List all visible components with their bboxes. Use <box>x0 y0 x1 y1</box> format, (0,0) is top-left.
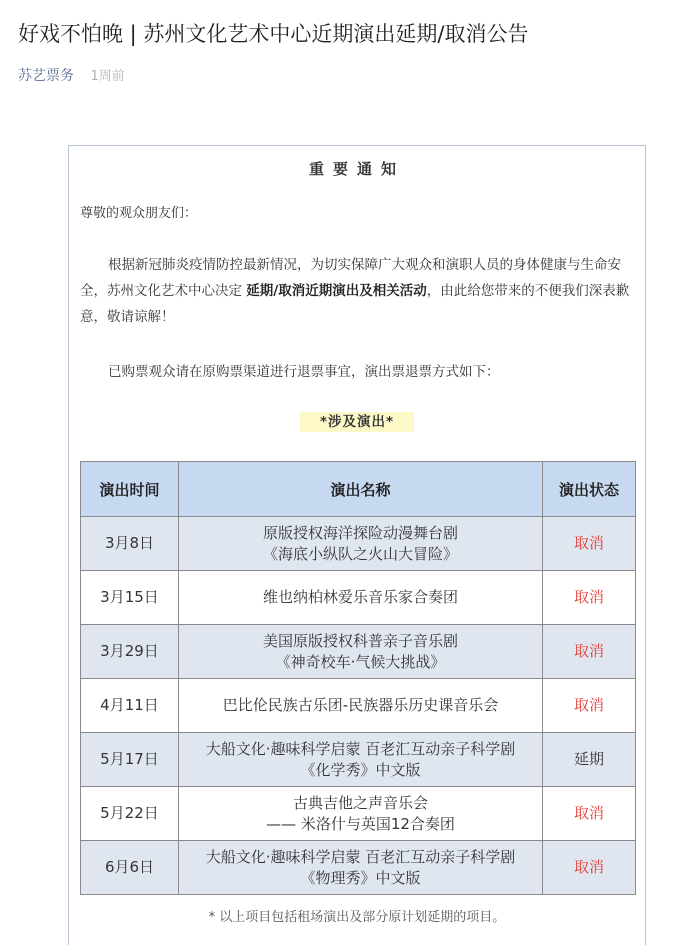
table-row <box>81 841 636 895</box>
paragraph-bold: 延期/取消近期演出及相关活动 <box>246 283 427 299</box>
show-name <box>179 625 543 679</box>
refund-instruction: 已购票观众请在原购票渠道进行退票事宜，演出票退票方式如下： <box>108 364 500 380</box>
show-name-line2: 《化学秀》中文版 <box>300 760 421 779</box>
table-row <box>81 679 636 733</box>
notice-paragraph <box>80 252 636 330</box>
show-name <box>179 517 543 571</box>
header-name: 演出名称 <box>179 462 543 517</box>
show-name-line2: —— 米洛什与英国12合奏团 <box>266 814 455 833</box>
show-status: 取消 <box>543 679 636 733</box>
show-name-line1: 大船文化·趣味科学启蒙 百老汇互动亲子科学剧 <box>205 739 516 758</box>
show-date: 3月29日 <box>81 625 179 679</box>
notice-title: 重要通知 <box>308 160 405 178</box>
show-status: 取消 <box>543 625 636 679</box>
show-name <box>179 841 543 895</box>
show-name-line2: 《神奇校车·气候大挑战》 <box>275 652 446 671</box>
show-status: 取消 <box>543 571 636 625</box>
table-row <box>81 517 636 571</box>
table-header-row <box>81 462 636 517</box>
article-title: 好戏不怕晚 | 苏州文化艺术中心近期演出延期/取消公告 <box>18 22 529 46</box>
show-date: 5月17日 <box>81 733 179 787</box>
show-name <box>179 571 543 625</box>
shows-table <box>80 461 636 895</box>
show-date: 5月22日 <box>81 787 179 841</box>
show-date: 3月15日 <box>81 571 179 625</box>
show-status: 延期 <box>543 733 636 787</box>
show-name-line1: 大船文化·趣味科学启蒙 百老汇互动亲子科学剧 <box>205 847 516 866</box>
show-name <box>179 733 543 787</box>
show-name-line1: 美国原版授权科普亲子音乐剧 <box>262 631 458 650</box>
header-status: 演出状态 <box>543 462 636 517</box>
article-meta <box>18 66 125 87</box>
show-name-line1: 古典吉他之声音乐会 <box>292 793 428 812</box>
show-date: 4月11日 <box>81 679 179 733</box>
source-link[interactable]: 苏艺票务 <box>18 68 74 84</box>
table-row <box>81 733 636 787</box>
show-status: 取消 <box>543 841 636 895</box>
table-row <box>81 787 636 841</box>
show-name-line2: 《海底小纵队之火山大冒险》 <box>262 544 458 563</box>
show-name-line1: 维也纳柏林爱乐音乐家合奏团 <box>262 588 458 606</box>
show-status: 取消 <box>543 787 636 841</box>
table-row <box>81 571 636 625</box>
involved-label: *涉及演出* <box>300 412 414 432</box>
table-row <box>81 625 636 679</box>
paragraph-text-1: 根据新冠肺炎疫情防控最新情况，为切实保障广大观众和演职人员的身体健康与生命安全，苏州文化艺术中心决定 <box>80 257 621 299</box>
show-name <box>179 679 543 733</box>
footnote: * 以上项目包括租场演出及部分原计划延期的项目。 <box>208 910 506 925</box>
show-status: 取消 <box>543 517 636 571</box>
publish-time: 1周前 <box>90 69 125 84</box>
show-name-line1: 原版授权海洋探险动漫舞台剧 <box>262 523 458 542</box>
show-date: 6月6日 <box>81 841 179 895</box>
show-name-line1: 巴比伦民族古乐团-民族器乐历史课音乐会 <box>222 696 499 714</box>
show-name <box>179 787 543 841</box>
show-name-line2: 《物理秀》中文版 <box>300 868 421 887</box>
paragraph-text-2: ，由此给您带来的不便我们深表歉意，敬请谅解！ <box>80 283 630 325</box>
header-date: 演出时间 <box>81 462 179 517</box>
show-date: 3月8日 <box>81 517 179 571</box>
greeting: 尊敬的观众朋友们： <box>80 206 198 221</box>
